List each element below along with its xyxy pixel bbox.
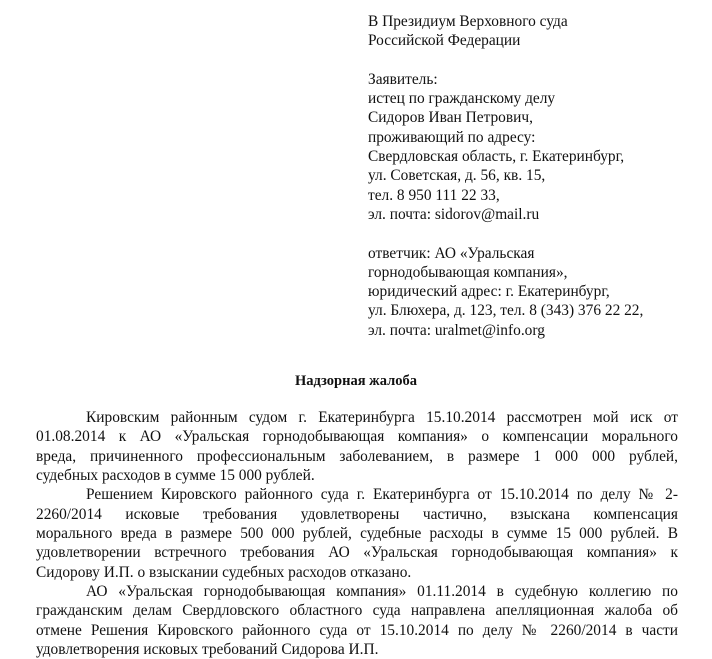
spacer <box>368 51 698 70</box>
paragraph-line: АО «Уральская горнодобывающая компания» 01.11.2014 в судебную коллегию по <box>86 583 678 601</box>
document-body <box>36 408 678 659</box>
defendant-line-1: ответчик: АО «Уральская <box>368 244 535 262</box>
applicant-address-line-2: ул. Советская, д. 56, кв. 15, <box>368 167 546 185</box>
header-block <box>368 12 698 340</box>
applicant-label: Заявитель: <box>368 70 438 88</box>
paragraph-line: морального вреда в размере 500 000 рублей, судебные расходы в сумме 15 000 рублей. В <box>36 525 678 543</box>
defendant-email: эл. почта: uralmet@info.org <box>368 321 545 339</box>
paragraph-line: удовлетворении встречного требования АО «Уральская горнодобывающая компания» к <box>36 544 678 562</box>
applicant-role: истец по гражданскому делу <box>368 90 556 108</box>
paragraph-line: гражданским делам Свердловского областного суда направлена апелляционная жалоба об <box>36 602 678 620</box>
defendant-line-3: юридический адрес: г. Екатеринбург, <box>368 283 610 301</box>
paragraph-line: Сидорову И.П. о взыскании судебных расходов отказано. <box>36 563 412 581</box>
paragraph-line: вреда, причиненного профессиональным заболеванием, в размере 1 000 000 рублей, <box>36 447 678 465</box>
applicant-name: Сидоров Иван Петрович, <box>368 109 533 127</box>
applicant-residence-label: проживающий по адресу: <box>368 128 536 146</box>
addressee-line-1: В Президиум Верховного суда <box>368 13 568 30</box>
applicant-address-line-1: Свердловская область, г. Екатеринбург, <box>368 148 625 166</box>
paragraph-2 <box>36 485 678 582</box>
addressee-line-2: Российской Федерации <box>368 32 521 50</box>
paragraph-line: удовлетворения исковых требований Сидорова И.П. <box>36 641 379 659</box>
spacer <box>368 224 698 243</box>
paragraph-line: 01.08.2014 к АО «Уральская горнодобывающая компания» о компенсации морального <box>36 428 678 446</box>
defendant-line-4: ул. Блюхера, д. 123, тел. 8 (343) 376 22 22, <box>368 302 644 320</box>
applicant-phone: тел. 8 950 111 22 33, <box>368 186 500 204</box>
paragraph-1 <box>36 408 678 485</box>
document-title: Надзорная жалоба <box>295 373 417 389</box>
paragraph-3 <box>36 582 678 659</box>
paragraph-line: Кировским районным судом г. Екатеринбурга 15.10.2014 рассмотрен мой иск от <box>86 409 678 426</box>
paragraph-line: судебных расходов в сумме 15 000 рублей. <box>36 467 315 485</box>
paragraph-line: 2260/2014 исковые требования удовлетворены частично, взыскана компенсация <box>36 505 678 523</box>
paragraph-line: отмене Решения Кировского районного суда от 15.10.2014 по делу № 2260/2014 в части <box>36 621 678 639</box>
applicant-email: эл. почта: sidorov@mail.ru <box>368 205 540 223</box>
paragraph-line: Решением Кировского районного суда г. Екатеринбурга от 15.10.2014 по делу № 2- <box>86 486 678 504</box>
defendant-line-2: горнодобывающая компания», <box>368 263 568 281</box>
